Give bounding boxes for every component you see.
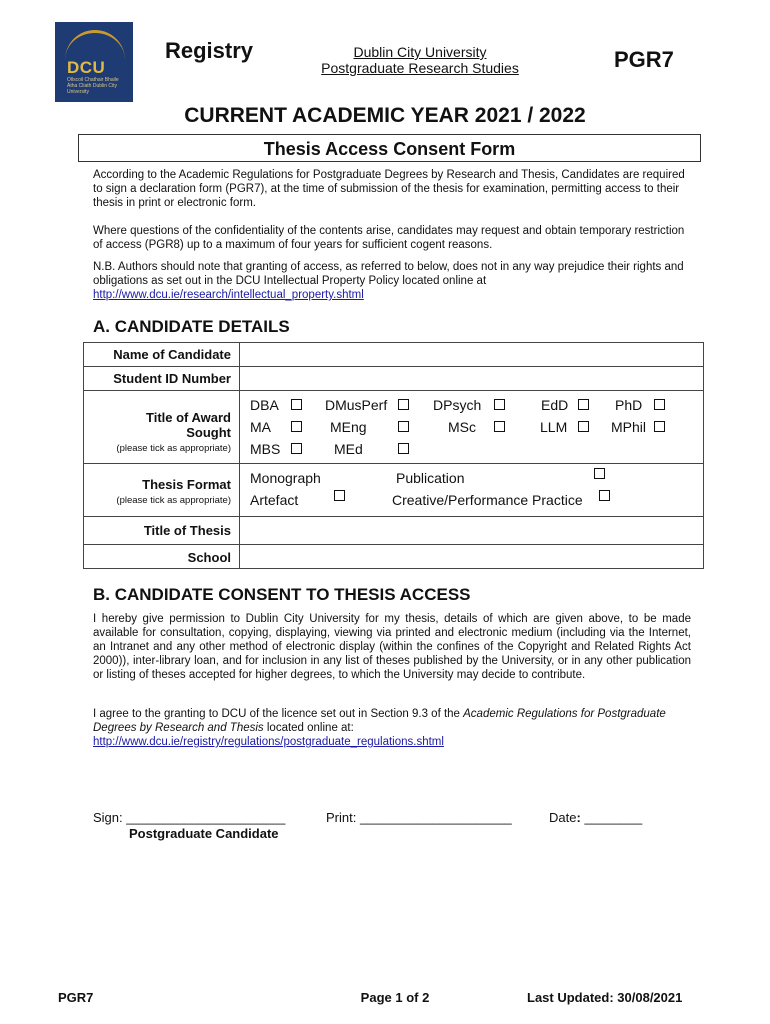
checkbox-med[interactable] [398,443,409,454]
checkbox-edd[interactable] [578,399,589,410]
logo-text: DCU [67,58,106,77]
intro-paragraph-3 [93,260,691,302]
checkbox-meng[interactable] [398,421,409,432]
format-option-label: Artefact [250,492,299,508]
academic-year-title: CURRENT ACADEMIC YEAR 2021 / 2022 [184,104,586,127]
award-options-cell [240,391,704,464]
footer-updated: Last Updated: 30/08/2021 [527,990,683,1005]
date-line: ________ [584,810,643,825]
award-option-label: MBS [250,441,281,457]
award-option-label: MPhil [611,419,647,435]
thesis-title-label: Title of Thesis [84,517,240,545]
ip-policy-link[interactable]: http://www.dcu.ie/research/intellectual_property.shtml [93,289,364,301]
award-label-line-2: Sought [186,425,231,440]
format-tick-note: (please tick as appropriate) [116,495,231,506]
checkbox-mbs[interactable] [291,443,302,454]
candidate-details-table [83,342,704,569]
date-colon: : [576,810,581,825]
award-option-label: MEd [334,441,363,457]
intro-paragraph-1: According to the Academic Regulations for Postgraduate Degrees by Research and Thesis, Candidates are required to sign a declaration form (PGR7), at the time of submission of the thesis for examination, permitting access to their thesis in print or electronic form. [93,169,685,209]
award-option-label: MEng [330,419,367,435]
intro-paragraph-2: Where questions of the confidentiality of the contents arise, candidates may request and obtain temporary restriction of access (PGR8) up to a maximum of four years for sufficient cogent reasons. [93,225,685,251]
checkbox-ma[interactable] [291,421,302,432]
section-b-title: B. CANDIDATE CONSENT TO THESIS ACCESS [93,585,471,604]
format-option-label: Publication [396,470,465,486]
student-id-label: Student ID Number [84,367,240,391]
date-field[interactable] [549,810,642,825]
sign-field[interactable]: Sign: ______________________ [93,810,286,825]
thesis-title-input-cell[interactable] [240,517,704,545]
school-row [84,545,704,569]
student-id-row [84,367,704,391]
checkbox-creative-practice[interactable] [599,490,610,501]
section-a-title: A. CANDIDATE DETAILS [93,317,290,336]
checkbox-publication[interactable] [594,468,605,479]
award-option-label: PhD [615,397,643,413]
award-option-label: MA [250,419,271,435]
school-label: School [84,545,240,569]
checkbox-phd[interactable] [654,399,665,410]
checkbox-artefact[interactable] [334,490,345,501]
student-id-input-cell[interactable] [240,367,704,391]
thesis-format-row [84,464,704,517]
thesis-title-row [84,517,704,545]
intro-paragraph-3-text: N.B. Authors should note that granting of access, as referred to below, does not in any way prejudice their rights and obligations as set out in the DCU Intellectual Property Policy located online at [93,261,684,287]
form-title: Thesis Access Consent Form [78,134,701,162]
checkbox-llm[interactable] [578,421,589,432]
award-label-cell [84,391,240,464]
format-label: Thesis Format [142,477,231,492]
award-option-label: MSc [448,419,476,435]
format-label-cell [84,464,240,517]
name-row [84,343,704,367]
print-field[interactable]: Print: _____________________ [326,810,512,825]
format-options-cell [240,464,704,517]
award-option-label: DBA [250,397,279,413]
checkbox-dpsych[interactable] [494,399,505,410]
dcu-logo [55,22,133,102]
consent-p2-end: located online at: [263,722,354,734]
header-university: Dublin City University [353,44,487,60]
checkbox-msc[interactable] [494,421,505,432]
format-option-label: Creative/Performance Practice [392,492,583,508]
award-option-label: DPsych [433,397,482,413]
award-tick-note: (please tick as appropriate) [116,443,231,454]
logo-subtext: Ollscoil Chathair Bhaile Átha Cliath Dublin City University [67,77,119,95]
consent-paragraph-2 [93,707,691,749]
name-input-cell[interactable] [240,343,704,367]
checkbox-mphil[interactable] [654,421,665,432]
footer-code: PGR7 [58,990,94,1005]
regulations-link[interactable]: http://www.dcu.ie/registry/regulations/postgraduate_regulations.shtml [93,736,444,748]
award-row [84,391,704,464]
checkbox-dba[interactable] [291,399,302,410]
school-input-cell[interactable] [240,545,704,569]
consent-p2-italic: Academic Regulations for Postgraduate Degrees by Research and Thesis [93,708,666,734]
form-code: PGR7 [614,47,674,72]
name-label: Name of Candidate [84,343,240,367]
award-option-label: DMusPerf [325,397,388,413]
header-registry: Registry [165,38,254,63]
header-university-block [308,44,532,76]
award-option-label: LLM [540,419,568,435]
checkbox-dmusperf[interactable] [398,399,409,410]
consent-p2-start: I agree to the granting to DCU of the licence set out in Section 9.3 of the [93,708,464,720]
award-option-label: EdD [541,397,569,413]
award-label-line-1: Title of Award [146,410,231,425]
header-department: Postgraduate Research Studies [321,60,519,76]
format-option-label: Monograph [250,470,321,486]
date-label: Date [549,810,577,825]
sign-role: Postgraduate Candidate [129,826,279,841]
consent-paragraph-1: I hereby give permission to Dublin City University for my thesis, details of which are given above, to be made available for consultation, copying, displaying, viewing via printed and electronic medium (including via the Internet, an Intranet and any other method of electronic display (within the confines of the Copyright and Related Rights Act 2000)), inter-library loan, and for inclusion in any list of theses published by the University, or in any other publication or listing of theses accepted for higher degrees, to which the University may decide to contribute. [93,613,691,681]
footer-page: Page 1 of 2 [360,990,430,1005]
